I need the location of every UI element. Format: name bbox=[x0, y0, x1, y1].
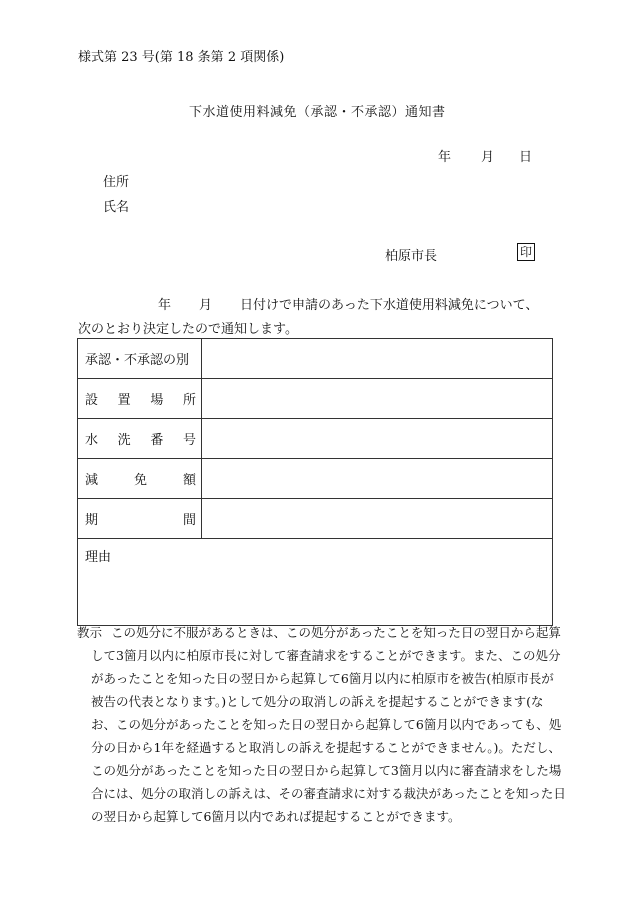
table-row-approval bbox=[78, 339, 553, 379]
decision-table bbox=[77, 338, 553, 626]
amount-char: 額 bbox=[182, 473, 196, 488]
seal-mark: 印 bbox=[517, 243, 535, 261]
reason-label: 理由 bbox=[78, 539, 553, 626]
notice-text: この処分に不服があるときは、この処分があったことを知った日の翌日から起算 bbox=[111, 625, 561, 640]
amount-label bbox=[78, 459, 202, 499]
flush-number-value bbox=[202, 419, 553, 459]
table-row-amount bbox=[78, 459, 553, 499]
date-month: 月 bbox=[481, 150, 495, 165]
location-char: 所 bbox=[182, 393, 196, 408]
flush-char: 洗 bbox=[117, 433, 131, 448]
notice-line: お、この処分があったことを知った日の翌日から起算して6箇月以内であっても、処 bbox=[91, 717, 562, 732]
location-label bbox=[78, 379, 202, 419]
intro-year: 年 bbox=[158, 298, 172, 313]
table-row-location bbox=[78, 379, 553, 419]
period-value bbox=[202, 499, 553, 539]
notice-lead: 教示 bbox=[77, 625, 103, 640]
appeal-notice bbox=[77, 621, 566, 828]
approval-label: 承認・不承認の別 bbox=[78, 339, 202, 379]
location-value bbox=[202, 379, 553, 419]
name-label: 氏名 bbox=[103, 200, 130, 215]
flush-char: 号 bbox=[182, 433, 196, 448]
date-year: 年 bbox=[438, 150, 452, 165]
table-row-flush-number bbox=[78, 419, 553, 459]
location-char: 設 bbox=[85, 393, 99, 408]
intro-month: 月 bbox=[199, 298, 213, 313]
mayor-label: 柏原市長 bbox=[385, 249, 438, 264]
notice-line: この処分があったことを知った日の翌日から起算して3箇月以内に審査請求をした場 bbox=[91, 763, 562, 778]
date-line bbox=[438, 146, 532, 165]
notice-line: があったことを知った日の翌日から起算して6箇月以内に柏原市を被告(柏原市長が bbox=[91, 671, 554, 686]
period-char: 間 bbox=[182, 513, 196, 528]
address-label: 住所 bbox=[103, 175, 130, 190]
notice-line: して3箇月以内に柏原市長に対して審査請求をすることができます。また、この処分 bbox=[91, 648, 561, 663]
amount-char: 免 bbox=[133, 473, 147, 488]
intro-rest: 日付けで申請のあった下水道使用料減免について、 bbox=[240, 298, 539, 313]
flush-number-label bbox=[78, 419, 202, 459]
form-number: 様式第 23 号(第 18 条第 2 項関係) bbox=[78, 50, 285, 65]
notice-line: 被告の代表となります。)として処分の取消しの訴えを提起することができます(な bbox=[91, 694, 544, 709]
period-label bbox=[78, 499, 202, 539]
intro-line-2: 次のとおり決定したので通知します。 bbox=[78, 322, 298, 337]
flush-char: 水 bbox=[85, 433, 99, 448]
table-row-reason bbox=[78, 539, 553, 626]
amount-value bbox=[202, 459, 553, 499]
flush-char: 番 bbox=[150, 433, 164, 448]
date-day: 日 bbox=[519, 150, 533, 165]
notice-line bbox=[77, 621, 561, 644]
table-row-period bbox=[78, 499, 553, 539]
location-char: 場 bbox=[150, 393, 164, 408]
notice-line: 分の日から1年を経過すると取消しの訴えを提起することができません。)。ただし、 bbox=[91, 740, 561, 755]
notice-line: 合には、処分の取消しの訴えは、その審査請求に対する裁決があったことを知った日 bbox=[91, 786, 566, 801]
intro-line-1 bbox=[78, 294, 538, 313]
period-char: 期 bbox=[85, 513, 99, 528]
amount-char: 減 bbox=[85, 473, 99, 488]
document-title: 下水道使用料減免（承認・不承認）通知書 bbox=[189, 105, 446, 120]
location-char: 置 bbox=[117, 393, 131, 408]
notice-line: の翌日から起算して6箇月以内であれば提起することができます。 bbox=[91, 809, 461, 824]
approval-value bbox=[202, 339, 553, 379]
